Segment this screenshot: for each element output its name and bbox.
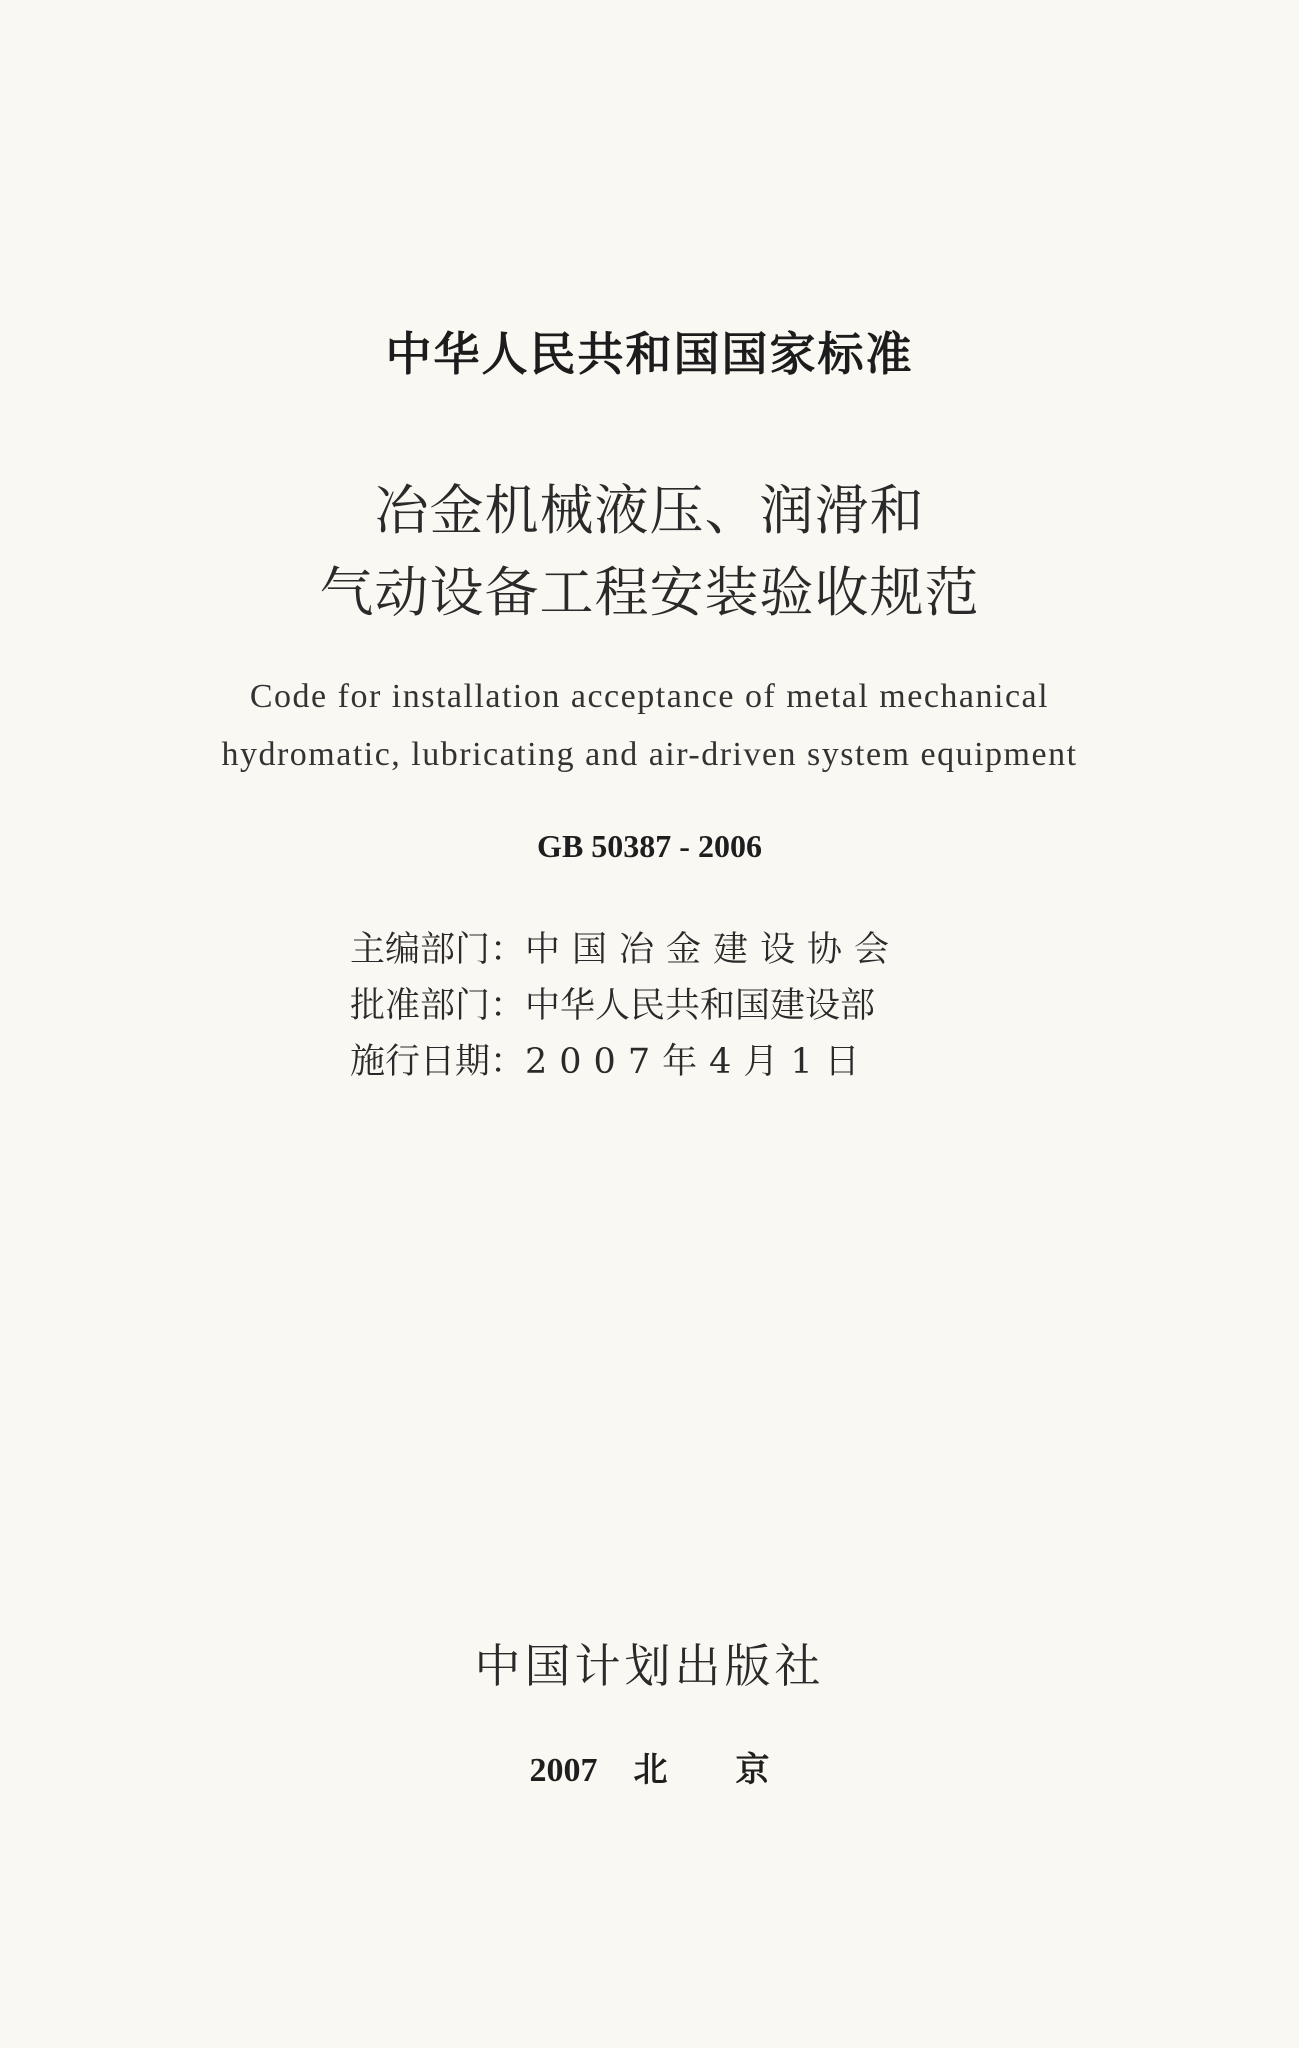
publication-metadata: [350, 922, 901, 1090]
chinese-title-line-2: 气动设备工程安装验收规范: [319, 561, 980, 624]
publisher-name: 中国计划出版社: [474, 1639, 825, 1693]
english-title-line-2: hydromatic, lubricating and air-driven system equipment: [221, 736, 1078, 773]
imprint-line: [0, 1742, 1299, 1791]
chinese-title-line-1: 冶金机械液压、润滑和: [374, 479, 925, 542]
chief-editor-value: 中国冶金建设协会: [525, 930, 902, 970]
standard-code: GB 50387 - 2006: [537, 828, 762, 864]
effective-date-row: [350, 1034, 901, 1090]
imprint-city-char-2: 京: [735, 1752, 770, 1789]
effective-date-value: 2007年4月1日: [525, 1042, 872, 1082]
english-title: [0, 668, 1299, 784]
approver-value: 中华人民共和国建设部: [525, 986, 876, 1026]
standard-series-heading: 中华人民共和国国家标准: [385, 327, 914, 381]
chief-editor-label: 主编部门：: [350, 930, 526, 970]
approver-row: [350, 978, 901, 1034]
imprint-year: 2007: [529, 1752, 598, 1789]
chief-editor-row: [350, 922, 901, 978]
chinese-title: [0, 470, 1299, 634]
effective-date-label: 施行日期：: [350, 1042, 526, 1082]
imprint-city-char-1: 北: [633, 1752, 668, 1789]
approver-label: 批准部门：: [350, 986, 526, 1026]
english-title-line-1: Code for installation acceptance of metal mechanical: [249, 678, 1050, 715]
